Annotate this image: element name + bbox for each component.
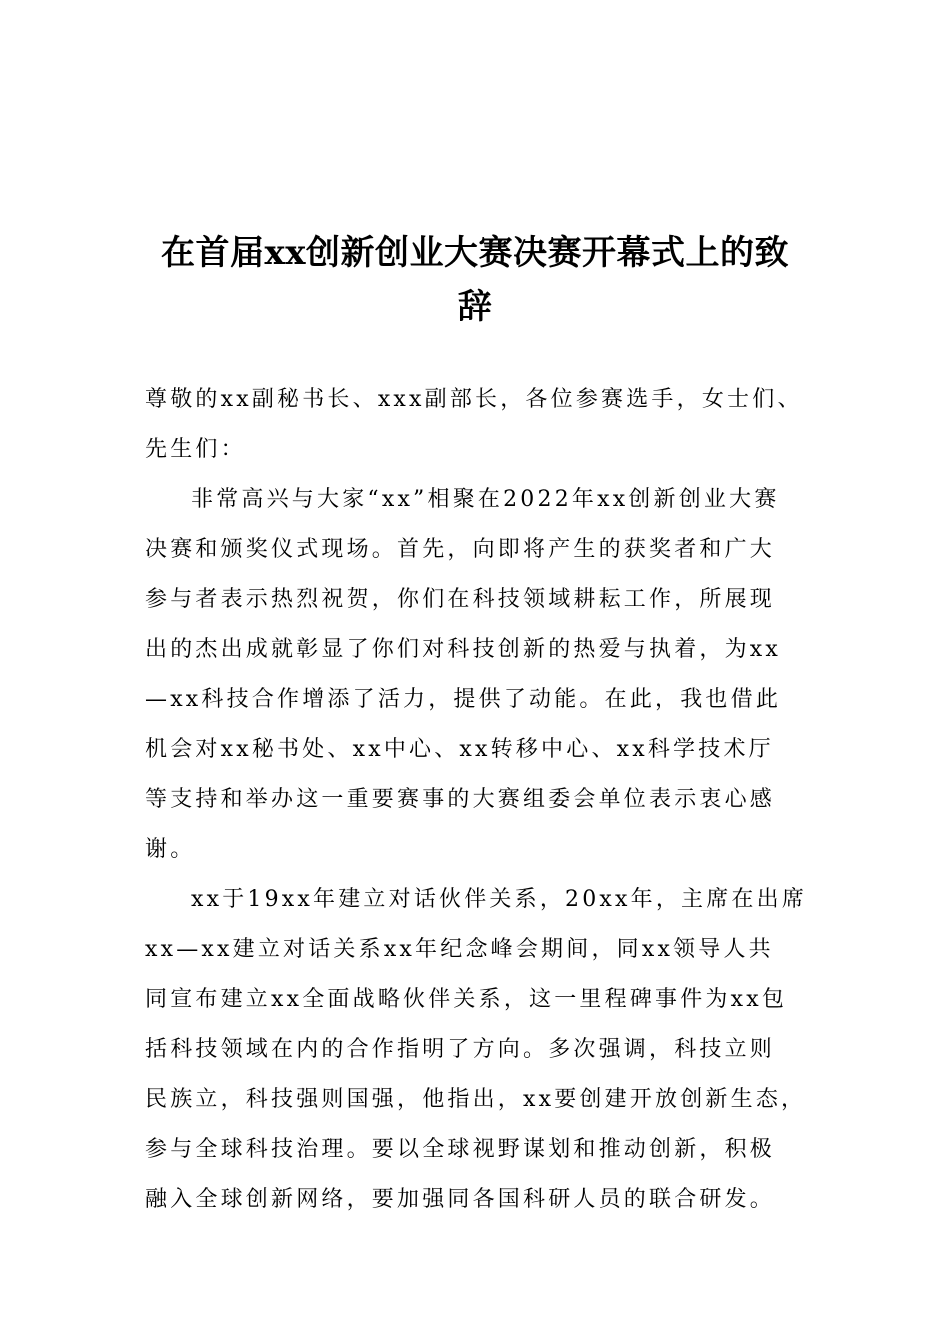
text-line: 等支持和举办这一重要赛事的大赛组委会单位表示衷心感 [145,787,776,812]
paragraph-salutation [145,375,845,475]
text-line: 先生们： [145,437,246,462]
text-line: 融入全球创新网络，要加强同各国科研人员的联合研发。 [145,1187,776,1212]
paragraph-greeting [145,475,845,875]
title-line: 在首届xx创新创业大赛决赛开幕式上的致 [160,233,790,273]
text-line: 非常高兴与大家“xx”相聚在2022年xx创新创业大赛 [191,487,780,512]
document-title [130,226,820,334]
text-line: 出的杰出成就彰显了你们对科技创新的热爱与执着，为xx [145,637,782,662]
text-line: xx于19xx年建立对话伙伴关系，20xx年，主席在出席 [191,887,808,912]
paragraph-partnership [145,875,845,1225]
text-line: 尊敬的xx副秘书长、xxx副部长，各位参赛选手，女士们、 [145,387,803,412]
text-line: 参与全球科技治理。要以全球视野谋划和推动创新，积极 [145,1137,776,1162]
title-line: 辞 [457,287,493,327]
text-line: 同宣布建立xx全面战略伙伴关系，这一里程碑事件为xx包 [145,987,788,1012]
text-line: xx—xx建立对话关系xx年纪念峰会期间，同xx领导人共 [145,937,774,962]
text-line: —xx科技合作增添了活力，提供了动能。在此，我也借此 [145,687,782,712]
text-line: 决赛和颁奖仪式现场。首先，向即将产生的获奖者和广大 [145,537,776,562]
text-line: 参与者表示热烈祝贺，你们在科技领域耕耘工作，所展现 [145,587,776,612]
text-line: 谢。 [145,837,196,862]
text-line: 机会对xx秘书处、xx中心、xx转移中心、xx科学技术厅 [145,737,774,762]
text-line: 括科技领域在内的合作指明了方向。多次强调，科技立则 [145,1037,776,1062]
text-line: 民族立，科技强则国强，他指出，xx要创建开放创新生态， [145,1087,807,1112]
document-body [145,375,845,1225]
